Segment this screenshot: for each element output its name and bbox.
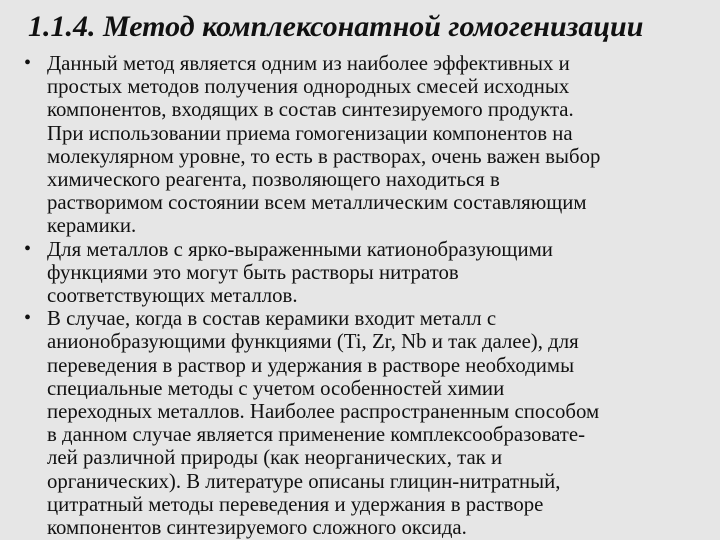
bullet-text xyxy=(47,307,707,539)
text-line: растворимом состоянии всем металлическим составляющим xyxy=(47,191,587,215)
text-line: переходных металлов. Наиболее распространенным способом xyxy=(47,400,600,424)
text-line: цитратный методы переведения и удержания в растворе xyxy=(47,492,544,516)
bullet-item-intro xyxy=(0,52,720,238)
text-line: простых методов получения однородных смесей исходных xyxy=(47,75,570,99)
text-line: Данный метод является одним из наиболее эффективных и xyxy=(47,52,570,75)
bullet-list xyxy=(0,52,720,539)
text-line: лей различной природы (как неорганических, так и xyxy=(47,446,503,470)
text-line: молекулярном уровне, то есть в растворах, очень важен выбор xyxy=(47,144,601,168)
bullet-marker: • xyxy=(24,52,32,74)
text-line: При использовании приема гомогенизации компонентов на xyxy=(47,121,573,145)
text-line: функциями это могут быть растворы нитратов xyxy=(47,260,459,284)
bullet-item-anion-metals xyxy=(0,307,720,539)
text-line: органических). В литературе описаны глицин-нитратный, xyxy=(47,469,561,493)
text-line: керамики. xyxy=(47,214,137,238)
text-line: специальные методы с учетом особенностей химии xyxy=(47,376,505,400)
text-line: химического реагента, позволяющего находиться в xyxy=(47,168,500,192)
text-line: В случае, когда в состав керамики входит металл с xyxy=(47,307,497,331)
bullet-marker: • xyxy=(24,307,32,330)
bullet-text xyxy=(47,238,707,308)
text-line: соответствующих металлов. xyxy=(47,284,298,308)
bullet-item-cation-metals xyxy=(0,238,720,308)
bullet-marker: • xyxy=(24,237,32,260)
text-line: переведения в раствор и удержания в растворе необходимы xyxy=(47,353,575,377)
text-line: компонентов синтезируемого сложного оксида. xyxy=(47,516,467,540)
text-line: в данном случае является применение комплексообразовате- xyxy=(47,423,586,447)
slide-title: 1.1.4. Метод комплексонатной гомогенизации xyxy=(28,10,644,43)
text-line: анионобразующими функциями (Ti, Zr, Nb и так далее), для xyxy=(47,330,579,354)
text-line: Для металлов с ярко-выраженными катионобразующими xyxy=(47,237,553,261)
bullet-text xyxy=(47,52,707,238)
text-line: компонентов, входящих в состав синтезируемого продукта. xyxy=(47,98,574,122)
